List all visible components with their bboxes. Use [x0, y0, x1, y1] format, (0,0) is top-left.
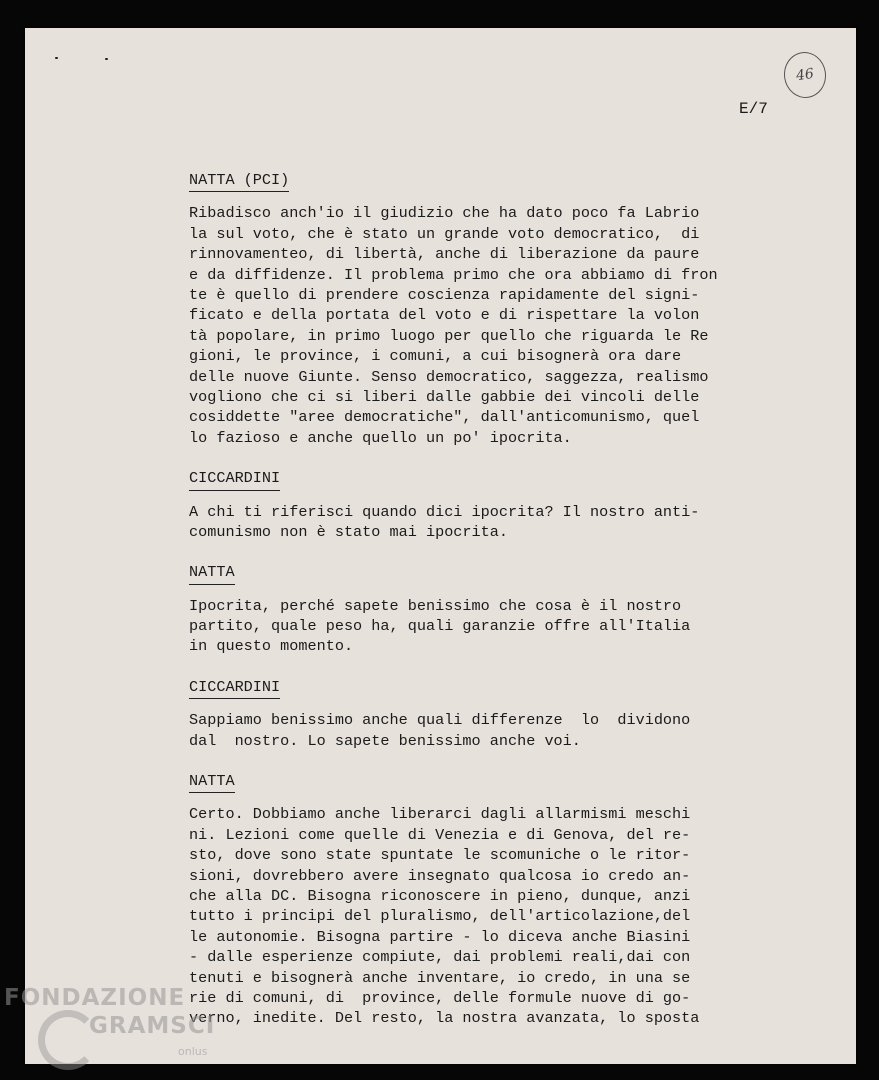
text-line: la sul voto, che è stato un grande voto democratico, di — [189, 224, 700, 243]
speaker-name: NATTA (PCI) — [189, 170, 289, 192]
text-line: e da diffidenze. Il problema primo che ora abbiamo di fron — [189, 265, 718, 284]
text-line: tà popolare, in primo luogo per quello che riguarda le Re — [189, 326, 709, 345]
speech-text — [189, 804, 829, 1028]
speaker-block — [189, 771, 829, 1029]
watermark-logo-subtext: GRAMSCI — [89, 1013, 216, 1039]
speech-text — [189, 502, 829, 543]
text-line: sto, dove sono state spuntate le scomuniche o le ritor- — [189, 846, 691, 865]
text-line: ficato e della portata del voto e di rispettare la volon — [189, 306, 700, 325]
circled-page-number: 46 — [781, 49, 829, 100]
text-line: ni. Lezioni come quelle di Venezia e di Genova, del re- — [189, 825, 691, 844]
page-code: E/7 — [739, 100, 768, 118]
transcript-body — [189, 170, 829, 1049]
watermark-logo-text: FONDAZIONE — [4, 985, 186, 1011]
speech-text — [189, 203, 829, 448]
text-line: le autonomie. Bisogna partire - lo diceva anche Biasini — [189, 927, 691, 946]
text-line: che alla DC. Bisogna riconoscere in pieno, dunque, anzi — [189, 887, 691, 906]
speaker-block — [189, 468, 829, 542]
text-line: verno, inedite. Del resto, la nostra avanzata, lo sposta — [189, 1009, 700, 1028]
text-line: Certo. Dobbiamo anche liberarci dagli allarmismi meschi — [189, 805, 691, 824]
text-line: tutto i principi del pluralismo, dell'articolazione,del — [189, 907, 691, 926]
speech-text — [189, 710, 829, 751]
speaker-block — [189, 562, 829, 657]
text-line: delle nuove Giunte. Senso democratico, saggezza, realismo — [189, 367, 709, 386]
text-line: rie di comuni, di province, delle formule nuove di go- — [189, 988, 691, 1007]
paper-speck — [105, 58, 108, 60]
text-line: Ribadisco anch'io il giudizio che ha dato poco fa Labrio — [189, 204, 700, 223]
text-line: sioni, dovrebbero avere insegnato qualcosa io credo an- — [189, 866, 691, 885]
watermark-tag: onlus — [178, 1045, 208, 1058]
document-page — [25, 28, 856, 1064]
speaker-name: NATTA — [189, 562, 235, 584]
text-line: gioni, le province, i comuni, a cui bisognerà ora dare — [189, 347, 682, 366]
speaker-block — [189, 677, 829, 751]
text-line: Ipocrita, perché sapete benissimo che cosa è il nostro — [189, 596, 682, 615]
text-line: - dalle esperienze compiute, dai problemi reali,dai con — [189, 948, 691, 967]
text-line: te è quello di prendere coscienza rapidamente del signi- — [189, 285, 700, 304]
text-line: comunismo non è stato mai ipocrita. — [189, 522, 508, 541]
text-line: cosiddette "aree democratiche", dall'anticomunismo, quel — [189, 408, 700, 427]
text-line: Sappiamo benissimo anche quali differenze lo dividono — [189, 711, 691, 730]
text-line: tenuti e bisognerà anche inventare, io credo, in una se — [189, 968, 691, 987]
text-line: in questo momento. — [189, 637, 354, 656]
text-line: partito, quale peso ha, quali garanzie offre all'Italia — [189, 617, 691, 636]
text-line: A chi ti riferisci quando dici ipocrita? Il nostro anti- — [189, 502, 700, 521]
text-line: dal nostro. Lo sapete benissimo anche voi. — [189, 731, 581, 750]
text-line: vogliono che ci si liberi dalle gabbie dei vincoli delle — [189, 387, 700, 406]
speaker-block — [189, 170, 829, 448]
text-line: rinnovamenteo, di libertà, anche di liberazione da paure — [189, 245, 700, 264]
speech-text — [189, 596, 829, 657]
speaker-name: CICCARDINI — [189, 468, 280, 490]
speaker-name: NATTA — [189, 771, 235, 793]
paper-speck — [55, 57, 58, 59]
speaker-name: CICCARDINI — [189, 677, 280, 699]
text-line: lo fazioso e anche quello un po' ipocrita. — [189, 428, 572, 447]
